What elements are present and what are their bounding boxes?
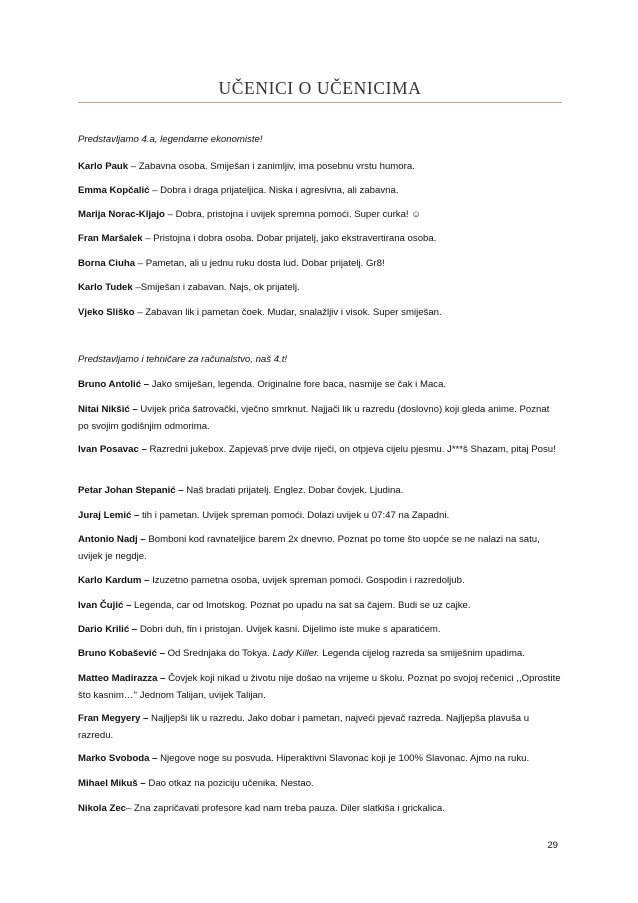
student-name: Dario Krilić – (78, 624, 138, 635)
student-entry (78, 304, 562, 321)
student-description: Uvijek priča šatrovački, vječno smrknut. Najjači lik u razredu (doslovno) koji gleda anime. Poznat po svojim godišnjim odmorima. (78, 404, 550, 432)
student-description: Bomboni kod ravnateljice barem 2x dnevno. Poznat po tome što uopće se ne nalazi na satu, uvijek je negdje. (78, 534, 540, 562)
student-description: –Smiješan i zabavan. Najs, ok prijatelj. (132, 282, 300, 293)
student-description: Njegove noge su posvuda. Hiperaktivni Slavonac koji je 100% Slavonac. Ajmo na ruku. (157, 753, 530, 764)
student-name: Marko Svoboda – (78, 753, 158, 764)
student-entry (78, 376, 562, 393)
student-description: – Pametan, ali u jednu ruku dosta lud. Dobar prijatelj. Gr8! (135, 258, 385, 269)
student-name: Vjeko Sliško (78, 307, 135, 318)
student-description: Jako smiješan, legenda. Originalne fore baca, nasmije se čak i Maca. (149, 379, 447, 390)
student-entry (78, 182, 562, 199)
student-description: – Zabavna osoba. Smiješan i zanimljiv, ima posebnu vrstu humora. (128, 161, 415, 172)
student-name: Antonio Nadj – (78, 534, 146, 545)
page-title: UČENICI O UČENICIMA (218, 78, 422, 98)
student-entry (78, 800, 562, 817)
page-number: 29 (547, 840, 558, 851)
student-name: Marija Norac-Kljajo (78, 209, 165, 220)
student-name: Borna Ciuha (78, 258, 136, 269)
student-description: Od Srednjaka do Tokya. (164, 648, 273, 659)
student-description: Legenda, car od Imotskog. Poznat po upadu na sat sa čajem. Budi se uz cajke. (131, 600, 471, 611)
student-description: Dao otkaz na poziciju učenika. Nestao. (145, 778, 314, 789)
student-description: Naš bradati prijatelj. Englez. Dobar čovjek. Ljudina. (183, 485, 404, 496)
student-description: Dobri duh, fin i pristojan. Uvijek kasni. Dijelimo iste muke s aparatićem. (137, 624, 441, 635)
student-entry (78, 507, 562, 524)
student-description: – Zabavan lik i pametan čoek. Mudar, snalažljiv i visok. Super smiješan. (134, 307, 442, 318)
student-description: – Dobra, pristojna i uvijek spremna pomoći. Super curka! ☺ (164, 209, 422, 220)
student-name: Ivan Posavac – (78, 444, 147, 455)
student-entry (78, 158, 562, 175)
section-intro: Predstavljamo i tehničare za računalstvo, naš 4.t! (78, 354, 288, 365)
student-name: Karlo Tudek (78, 282, 133, 293)
student-entry (78, 621, 562, 638)
student-name: Bruno Kobašević – (78, 648, 165, 659)
student-name: Ivan Čujić – (78, 600, 132, 611)
student-name: Fran Maršalek (78, 233, 143, 244)
student-entry (78, 645, 562, 662)
student-name: Emma Kopčalić (78, 185, 150, 196)
student-entry (78, 670, 562, 704)
student-description: Izuzetno pametna osoba, uvijek spreman pomoći. Gospodin i razredoljub. (149, 575, 465, 586)
student-name: Bruno Antolić – (78, 379, 150, 390)
student-entry (78, 482, 562, 499)
student-entry (78, 401, 562, 435)
student-entry (78, 710, 562, 744)
student-name: Mihael Mikuš – (78, 778, 146, 789)
student-entry (78, 255, 562, 272)
student-description: tih i pametan. Uvijek spreman pomoći. Dolazi uvijek u 07:47 na Zapadni. (139, 510, 450, 521)
title-divider (78, 102, 562, 103)
student-name: Matteo Madirazza – (78, 673, 166, 684)
student-name: Juraj Lemić – (78, 510, 140, 521)
student-entry (78, 597, 562, 614)
student-entry (78, 531, 562, 565)
student-description: – Pristojna i dobra osoba. Dobar prijatelj, jako ekstravertirana osoba. (142, 233, 437, 244)
student-entry (78, 279, 562, 296)
student-entry (78, 572, 562, 589)
student-name: Nikola Zec (78, 803, 126, 814)
student-entry (78, 230, 562, 247)
student-description-italic: Lady Killer. (272, 648, 320, 659)
student-entry (78, 441, 562, 458)
student-description: – Dobra i draga prijateljica. Niska i agresivna, ali zabavna. (149, 185, 399, 196)
student-entry (78, 750, 562, 767)
student-name: Karlo Pauk (78, 161, 129, 172)
student-name: Petar Johan Stepanić – (78, 485, 184, 496)
section-intro: Predstavljamo 4.a, legendarne ekonomiste! (78, 134, 263, 145)
student-description: – Zna zapričavati profesore kad nam treba pauza. Diler slatkiša i grickalica. (126, 803, 445, 814)
student-name: Fran Megyery – (78, 713, 149, 724)
student-description: Najljepši lik u razredu. Jako dobar i pametan, najveći pjevač razreda. Najljepša plavuša u razredu. (78, 713, 530, 741)
student-name: Nitai Nikšić – (78, 404, 138, 415)
student-description-continued: Legenda cijelog razreda sa smiješnim upadima. (319, 648, 525, 659)
student-entry (78, 775, 562, 792)
student-description: Čovjek koji nikad u životu nije došao na vrijeme u školu. Poznat po svojoj rečenici ,,Oprostite što kasnim…'' Jednom Talijan, uvijek Talijan. (78, 673, 561, 701)
student-entry (78, 206, 562, 223)
student-name: Karlo Kardum – (78, 575, 150, 586)
student-description: Razredni jukebox. Zapjevaš prve dvije riječi, on otpjeva cijelu pjesmu. J***š Shazam, pitaj Posu! (146, 444, 556, 455)
